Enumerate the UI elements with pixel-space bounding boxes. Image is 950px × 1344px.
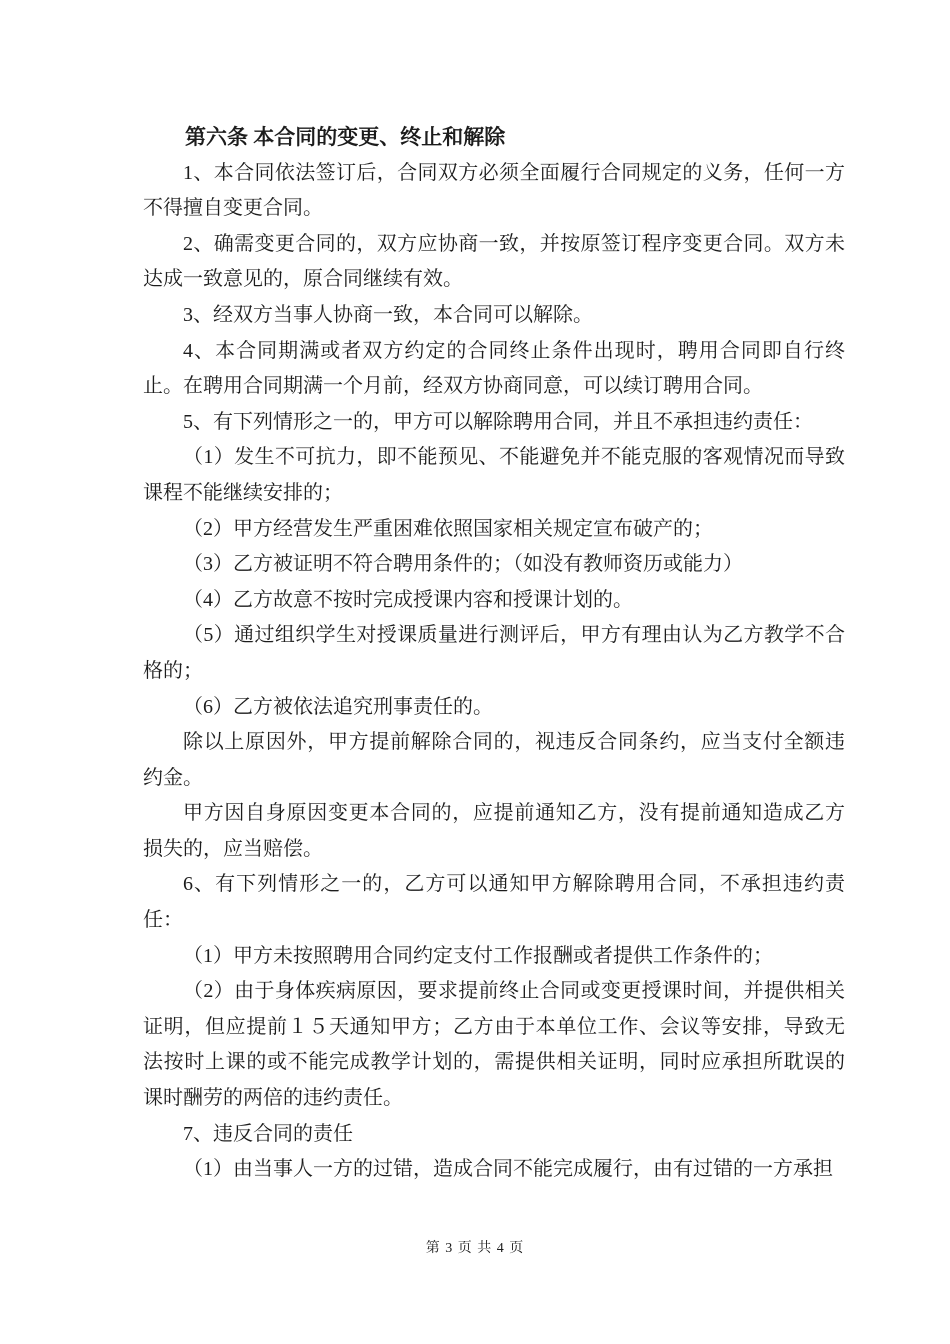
- text-line: 6、有下列情形之一的，乙方可以通知甲方解除聘用合同，不承担违约责: [183, 873, 845, 896]
- text-line: （3）乙方被证明不符合聘用条件的；（如没有教师资历或能力）: [183, 553, 743, 576]
- text-line: 4、本合同期满或者双方约定的合同终止条件出现时，聘用合同即自行终: [183, 339, 845, 362]
- text-line: （6）乙方被依法追究刑事责任的。: [183, 695, 493, 718]
- document-body: [143, 120, 845, 1188]
- text-line: 课程不能继续安排的；: [143, 481, 343, 504]
- text-line: 2、确需变更合同的，双方应协商一致，并按原签订程序变更合同。双方未: [183, 232, 845, 255]
- text-line: 损失的，应当赔偿。: [143, 837, 323, 860]
- text-line: 5、有下列情形之一的，甲方可以解除聘用合同，并且不承担违约责任：: [183, 410, 813, 433]
- text-line: （1）发生不可抗力，即不能预见、不能避免并不能克服的客观情况而导致: [183, 446, 845, 469]
- text-line: 证明，但应提前１５天通知甲方；乙方由于本单位工作、会议等安排，导致无: [143, 1015, 845, 1038]
- text-line: （2）由于身体疾病原因，要求提前终止合同或变更授课时间，并提供相关: [183, 980, 845, 1003]
- text-line: 7、违反合同的责任: [183, 1122, 353, 1145]
- text-line: 3、经双方当事人协商一致，本合同可以解除。: [183, 303, 593, 326]
- text-line: 课时酬劳的两倍的违约责任。: [143, 1087, 403, 1110]
- text-line: 止。在聘用合同期满一个月前，经双方协商同意，可以续订聘用合同。: [143, 375, 763, 398]
- text-line: （5）通过组织学生对授课质量进行测评后，甲方有理由认为乙方教学不合: [183, 624, 845, 647]
- text-line: （1）甲方未按照聘用合同约定支付工作报酬或者提供工作条件的；: [183, 944, 773, 967]
- text-line: 格的；: [143, 659, 203, 682]
- text-line: 法按时上课的或不能完成教学计划的，需提供相关证明，同时应承担所耽误的: [143, 1051, 845, 1074]
- text-line: 甲方因自身原因变更本合同的，应提前通知乙方，没有提前通知造成乙方: [183, 802, 845, 825]
- text-line: 除以上原因外，甲方提前解除合同的，视违反合同条约，应当支付全额违: [183, 731, 845, 754]
- text-line: （1）由当事人一方的过错，造成合同不能完成履行，由有过错的一方承担: [183, 1158, 833, 1181]
- text-line: 达成一致意见的，原合同继续有效。: [143, 268, 463, 291]
- text-line: （4）乙方故意不按时完成授课内容和授课计划的。: [183, 588, 633, 611]
- text-line: 不得擅自变更合同。: [143, 197, 323, 220]
- text-line: （2）甲方经营发生严重困难依照国家相关规定宣布破产的；: [183, 517, 713, 540]
- page-footer: 第 3 页 共 4 页: [425, 1241, 525, 1256]
- text-line: 约金。: [143, 766, 203, 789]
- text-line: 1、本合同依法签订后，合同双方必须全面履行合同规定的义务，任何一方: [183, 161, 845, 184]
- section-heading: 第六条 本合同的变更、终止和解除: [185, 125, 506, 149]
- text-line: 任：: [143, 909, 183, 932]
